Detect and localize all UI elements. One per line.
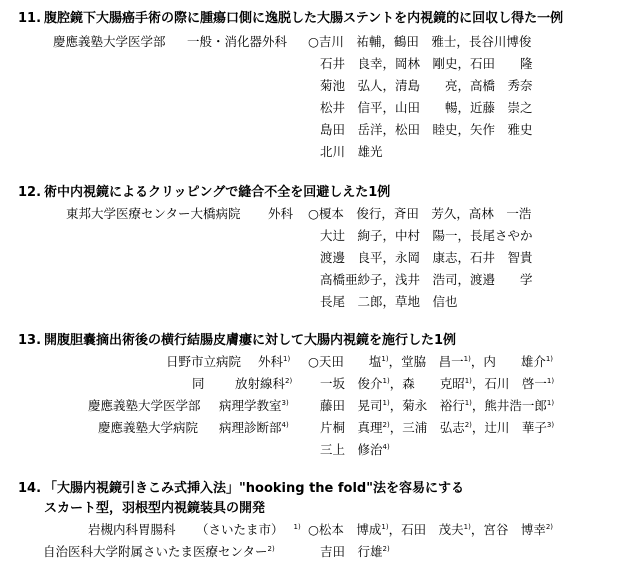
entry-14-affiliation-dept: （さいたま市） $^{1)}$ — [196, 522, 301, 537]
entry-14-title-line2: スカート型，羽根型内視鏡装具の開発 — [44, 501, 266, 516]
entry-12-affiliation-dept: 外科 — [268, 206, 294, 221]
entry-12-affiliation-name: 東邦大学医療センター大橋病院 — [66, 206, 241, 221]
entry-14-title: 「大腸内視鏡引きこみ式挿入法」"hooking the fold"法を容易にする — [44, 481, 465, 496]
entry-11-author-row: 松井 信平，山田 暢，近藤 崇之 — [320, 100, 533, 115]
entry-13-affiliation-dept: 外科$^{1)}$ — [258, 354, 291, 369]
entry-11-author-row: 菊池 弘人，清島 亮，高橋 秀奈 — [320, 78, 533, 93]
entry-12-title: 術中内視鏡によるクリッピングで縫合不全を回避しえた1例 — [44, 185, 391, 200]
entry-13-affiliation-dept: 放射線科$^{2)}$ — [235, 376, 293, 391]
entry-14-affiliation-name: 自治医科大学附属さいたま医療センター$^{2)}$ — [43, 544, 275, 559]
entry-13-affiliation-name: 日野市立病院 — [166, 354, 242, 369]
entry-12-author-row: 高橋亜紗子，浅井 浩司，渡邉 学 — [320, 272, 533, 287]
entry-11-title: 腹腔鏡下大腸癌手術の際に腫瘍口側に逸脱した大腸ステントを内視鏡的に回収し得た一例 — [44, 11, 564, 26]
entry-13-title: 開腹胆嚢摘出術後の横行結腸皮膚瘻に対して大腸内視鏡を施行した1例 — [44, 333, 457, 348]
entry-12-author-row: ○榎本 俊行，斉田 芳久，高林 一浩 — [308, 206, 532, 221]
entry-14-author-row: ○松本 博成$^{1)}$，石田 茂夫$^{1)}$，宮谷 博幸$^{2)}$ — [308, 522, 554, 537]
entry-12-author-row: 大辻 絢子，中村 陽一，長尾さやか — [320, 228, 533, 243]
entry-11-author-row: 石井 良幸，岡林 剛史，石田 隆 — [320, 56, 533, 71]
entry-13-author-row: 片桐 真理$^{2)}$，三浦 弘志$^{2)}$，辻川 華子$^{3)}$ — [320, 420, 555, 435]
entry-11-affiliation-name: 慶應義塾大学医学部 — [53, 34, 166, 49]
entry-14-author-row: 吉田 行雄$^{2)}$ — [320, 544, 390, 559]
entry-11-affiliation-dept: 一般・消化器外科 — [187, 34, 288, 49]
entry-13-affiliation-name: 同 — [192, 376, 205, 391]
entry-13-affiliation-dept: 病理学教室$^{3)}$ — [219, 398, 289, 413]
entry-13-affiliation-dept: 病理診断部$^{4)}$ — [219, 420, 289, 435]
entry-13-number: 13. — [18, 333, 42, 348]
entry-12-author-row: 渡邊 良平，永岡 康志，石井 智貴 — [320, 250, 533, 265]
entry-12-number: 12. — [18, 185, 42, 200]
entry-13-author-row: ○天田 塩$^{1)}$，堂脇 昌一$^{1)}$，内 雄介$^{1)}$ — [308, 354, 554, 369]
entry-14-number: 14. — [18, 481, 42, 496]
entry-13-author-row: 一坂 俊介$^{1)}$，森 克昭$^{1)}$，石川 啓一$^{1)}$ — [320, 376, 555, 391]
entry-13-author-row: 三上 修治$^{4)}$ — [320, 442, 390, 457]
entry-13-affiliation-name: 慶應義塾大学医学部 — [88, 398, 201, 413]
entry-13-author-row: 藤田 晃司$^{1)}$，菊永 裕行$^{1)}$，熊井浩一郎$^{1)}$ — [320, 398, 555, 413]
entry-11-number: 11. — [18, 11, 42, 26]
entry-11-author-row: 島田 岳洋，松田 睦史，矢作 雅史 — [320, 122, 533, 137]
entry-14-affiliation-name: 岩槻内科胃腸科 — [88, 522, 176, 537]
entry-11-author-row: ○吉川 祐輔，鶴田 雅士，長谷川博俊 — [308, 34, 532, 49]
entry-13-affiliation-name: 慶應義塾大学病院 — [98, 420, 199, 435]
entry-12-author-row: 長尾 二郎，草地 信也 — [320, 294, 458, 309]
entry-11-author-row: 北川 雄光 — [320, 144, 383, 159]
